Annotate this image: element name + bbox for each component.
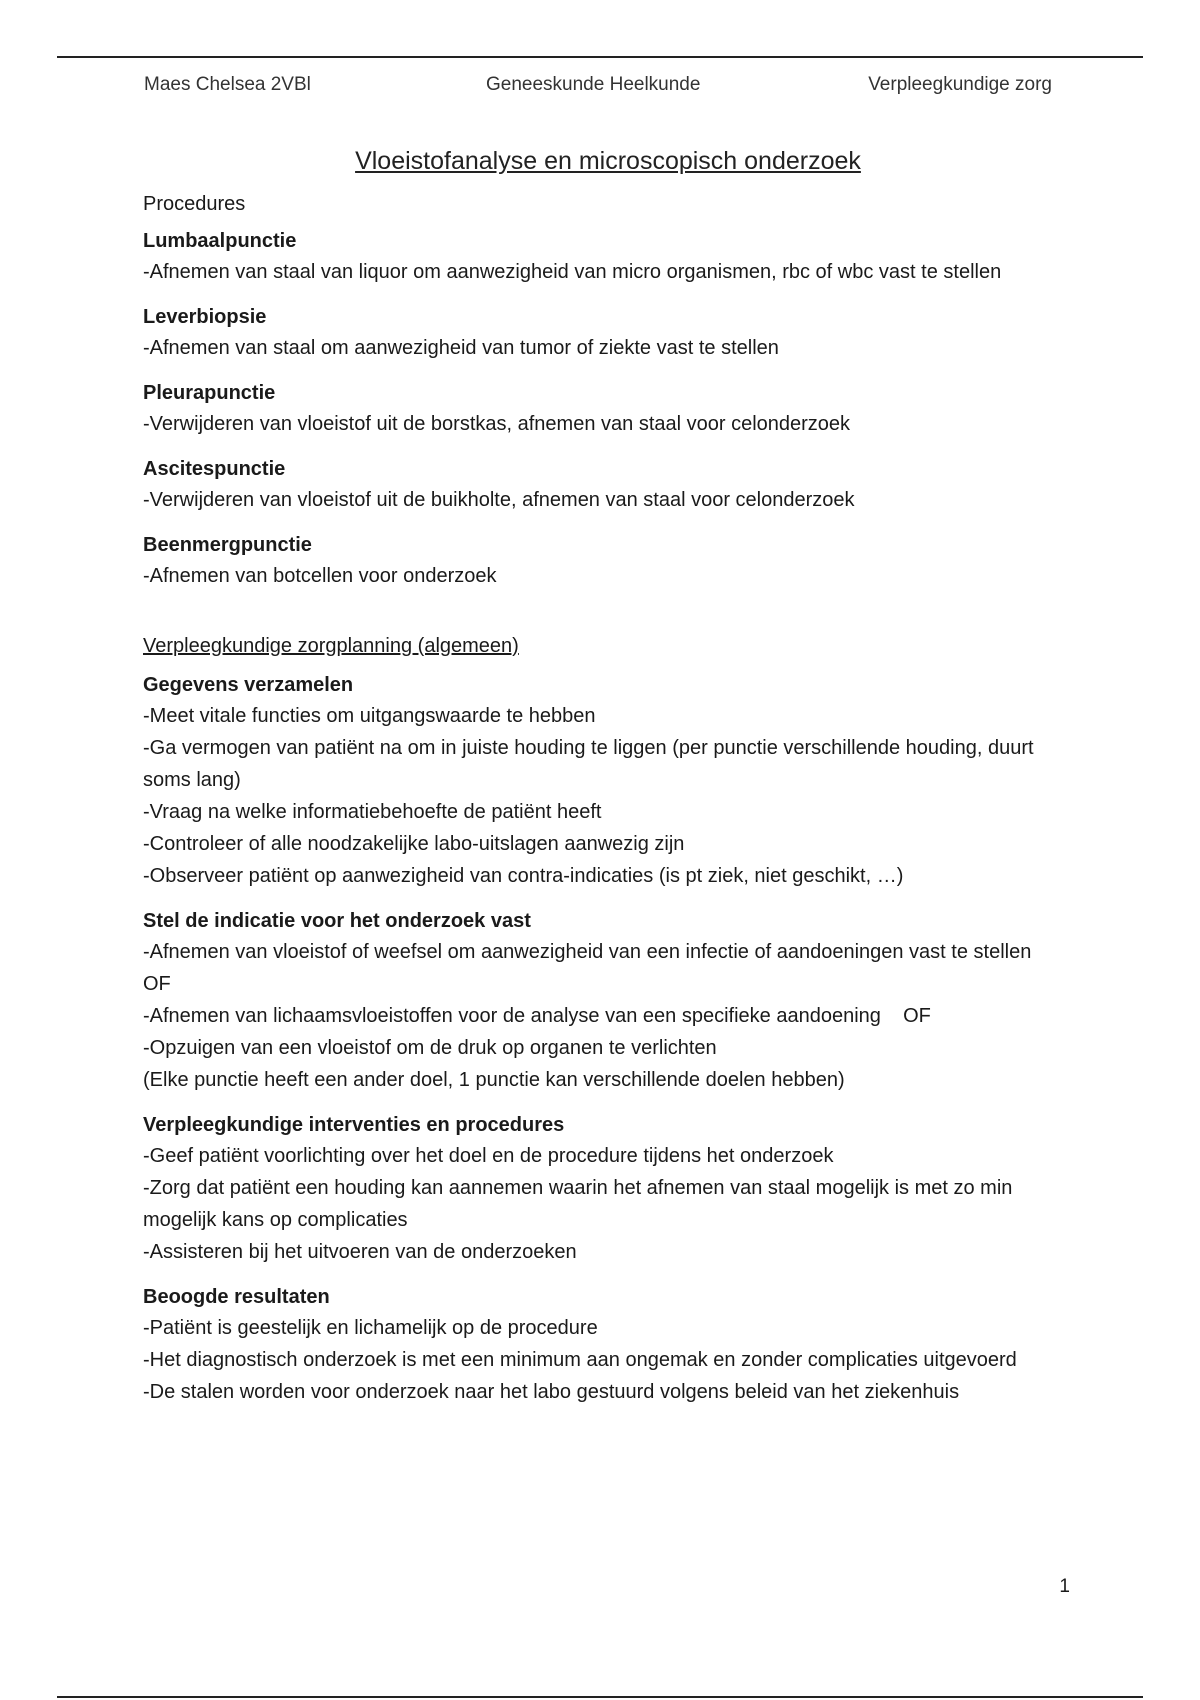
care-line: -Het diagnostisch onderzoek is met een minimum aan ongemak en zonder complicaties uitgevoerd — [143, 1349, 1017, 1371]
care-block — [143, 1282, 1073, 1408]
procedure-block — [143, 226, 1073, 288]
care-line: -Opzuigen van een vloeistof om de druk op organen te verlichten — [143, 1037, 717, 1059]
procedures-label: Procedures — [143, 193, 246, 215]
procedure-heading: Ascitespunctie — [143, 458, 286, 480]
document-title: Vloeistofanalyse en microscopisch onderzoek — [355, 147, 861, 175]
care-heading: Verpleegkundige interventies en procedures — [143, 1114, 565, 1136]
care-line: (Elke punctie heeft een ander doel, 1 punctie kan verschillende doelen hebben) — [143, 1069, 845, 1091]
care-line: -Meet vitale functies om uitgangswaarde te hebben — [143, 705, 596, 727]
procedure-heading: Pleurapunctie — [143, 382, 276, 404]
care-line: -Controleer of alle noodzakelijke labo-uitslagen aanwezig zijn — [143, 833, 685, 855]
care-line: -Observeer patiënt op aanwezigheid van contra-indicaties (is pt ziek, niet geschikt, …) — [143, 865, 904, 887]
care-line: -Assisteren bij het uitvoeren van de onderzoeken — [143, 1241, 577, 1263]
header-course: Geneeskunde Heelkunde — [486, 74, 701, 95]
care-heading: Stel de indicatie voor het onderzoek vast — [143, 910, 531, 932]
procedure-heading: Leverbiopsie — [143, 306, 267, 328]
header-topic: Verpleegkundige zorg — [868, 74, 1052, 95]
header-author: Maes Chelsea 2VBl — [144, 74, 311, 95]
page-header — [144, 74, 1052, 98]
care-line: -Patiënt is geestelijk en lichamelijk op de procedure — [143, 1317, 598, 1339]
procedure-block — [143, 378, 1073, 440]
procedure-line: -Afnemen van staal om aanwezigheid van tumor of ziekte vast te stellen — [143, 337, 779, 359]
care-heading: Beoogde resultaten — [143, 1286, 330, 1308]
procedure-line: -Afnemen van staal van liquor om aanwezigheid van micro organismen, rbc of wbc vast te stellen — [143, 261, 1002, 283]
care-heading: Gegevens verzamelen — [143, 674, 354, 696]
header-rule — [57, 56, 1143, 58]
footer-rule — [57, 1696, 1143, 1698]
care-line: -Zorg dat patiënt een houding kan aannemen waarin het afnemen van staal mogelijk is met zo min mogelijk kans op complicaties — [143, 1177, 1013, 1231]
procedure-block — [143, 454, 1073, 516]
care-line: -Afnemen van vloeistof of weefsel om aanwezigheid van een infectie of aandoeningen vast te stellen OF — [143, 941, 1065, 995]
procedure-line: -Afnemen van botcellen voor onderzoek — [143, 565, 497, 587]
procedure-heading: Lumbaalpunctie — [143, 230, 297, 252]
procedure-line: -Verwijderen van vloeistof uit de buikholte, afnemen van staal voor celonderzoek — [143, 489, 855, 511]
care-block — [143, 1110, 1073, 1268]
care-line: -Ga vermogen van patiënt na om in juiste houding te liggen (per punctie verschillende houding, duurt soms lang) — [143, 737, 1034, 791]
procedure-block — [143, 530, 1073, 592]
procedure-line: -Verwijderen van vloeistof uit de borstkas, afnemen van staal voor celonderzoek — [143, 413, 851, 435]
document-body — [143, 144, 1073, 1422]
care-line: -Afnemen van lichaamsvloeistoffen voor de analyse van een specifieke aandoening OF — [143, 1005, 931, 1027]
procedure-heading: Beenmergpunctie — [143, 534, 312, 556]
care-line: -Geef patiënt voorlichting over het doel en de procedure tijdens het onderzoek — [143, 1145, 834, 1167]
care-block — [143, 670, 1073, 892]
care-block — [143, 906, 1073, 1096]
care-line: -De stalen worden voor onderzoek naar het labo gestuurd volgens beleid van het ziekenhuis — [143, 1381, 960, 1403]
page-number: 1 — [1059, 1576, 1070, 1597]
procedure-block — [143, 302, 1073, 364]
care-line: -Vraag na welke informatiebehoefte de patiënt heeft — [143, 801, 602, 823]
care-planning-label: Verpleegkundige zorgplanning (algemeen) — [143, 635, 519, 657]
